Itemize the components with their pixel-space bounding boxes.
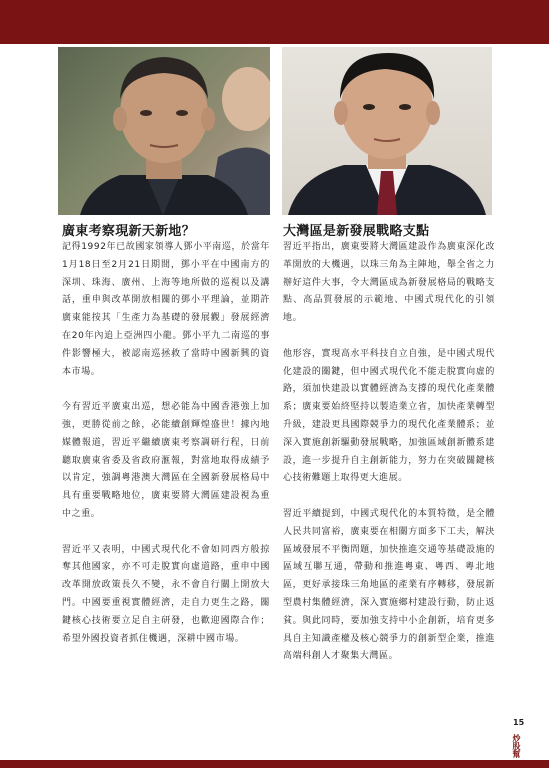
left-paragraph-3: 習近平又表明，中國式現代化不會如同西方般掠奪其他國家，亦不可走脫實向虛道路，重申中國改革開放政策長久不變，永不會自行關上開放大門。中國要重視實體經濟，走自力更生之路，關鍵核心技術要立足自主研發，也歡迎國際合作；希望外國投資者抓住機遇，深耕中國市場。 <box>62 544 270 644</box>
right-article-heading: 大灣區是新發展戰略支點 <box>283 224 430 239</box>
portrait-photo-left <box>58 47 270 215</box>
portrait-photo-right <box>282 47 492 215</box>
top-color-band <box>0 0 549 44</box>
bottom-color-band <box>0 760 549 768</box>
page-number: 15 <box>513 718 525 727</box>
brand-logo-text: 炒股幫 <box>512 734 521 758</box>
right-article-body <box>283 239 495 666</box>
right-paragraph-1: 習近平指出，廣東要將大灣區建設作為廣東深化改革開放的大機遇，以珠三角為主陣地，舉全省之力辦好這件大事，令大灣區成為新發展格局的戰略支點、高品質發展的示範地、中國式現代化的引領地。 <box>283 242 495 324</box>
portrait-left-graphic <box>58 47 270 215</box>
left-paragraph-2: 今有習近平廣東出巡，想必能為中國香港強上加強，更勝從前之餘，必能續創輝煌盛世！據內地媒體報道，習近平繼續廣東考察調研行程，日前聽取廣東省委及省政府滙報，對當地取得成績予以肯定，強調粵港澳大灣區在全國新發展格局中具有重要戰略地位，廣東要將大灣區建設視為重中之重。 <box>62 402 270 519</box>
left-paragraph-1: 記得1992年已故國家領導人鄧小平南巡，於當年1月18日至2月21日期間，鄧小平在中國南方的深圳、珠海、廣州、上海等地所做的巡視以及講話，重申與改革開放相關的鄧小平理論，並期許廣東能按其「生產力為基礎的發展觀」發展經濟在20年內追上亞洲四小龍。鄧小平九二南巡的事件影響極大，被認南巡拯救了當時中國新興的資本市場。 <box>62 242 270 377</box>
portrait-right-graphic <box>282 47 492 215</box>
left-article-heading: 廣東考察現新天新地？ <box>62 224 196 239</box>
right-paragraph-3: 習近平續提到，中國式現代化的本質特徵，是全體人民共同富裕，廣東要在相關方面多下工夫，解決區域發展不平衡問題，加快推進交通等基礎設施的區域互聯互通，帶動和推進粵東、粵西、粵北地區，更好承接珠三角地區的產業有序轉移，發展新型農村集體經濟，深入實施鄉村建設行動，防止返貧。與此同時，要加強支持中小企創新，培育更多具自主知識產權及核心競爭力的創新型企業，推進高端科創人才聚集大灣區。 <box>283 508 495 662</box>
right-paragraph-2: 他形容，實現高水平科技自立自強，是中國式現代化建設的關鍵，但中國式現代化不能走脫實向虛的路，須加快建設以實體經濟為支撐的現代化產業體系；廣東要始終堅持以製造業立省，加快產業轉型升級，建設更具國際競爭力的現代化產業體系；並深入實施創新驅動發展戰略，加強區域創新體系建設，進一步提升自主創新能力，努力在突破關鍵核心技術難題上取得更大進展。 <box>283 348 495 484</box>
left-article-body <box>62 239 270 648</box>
